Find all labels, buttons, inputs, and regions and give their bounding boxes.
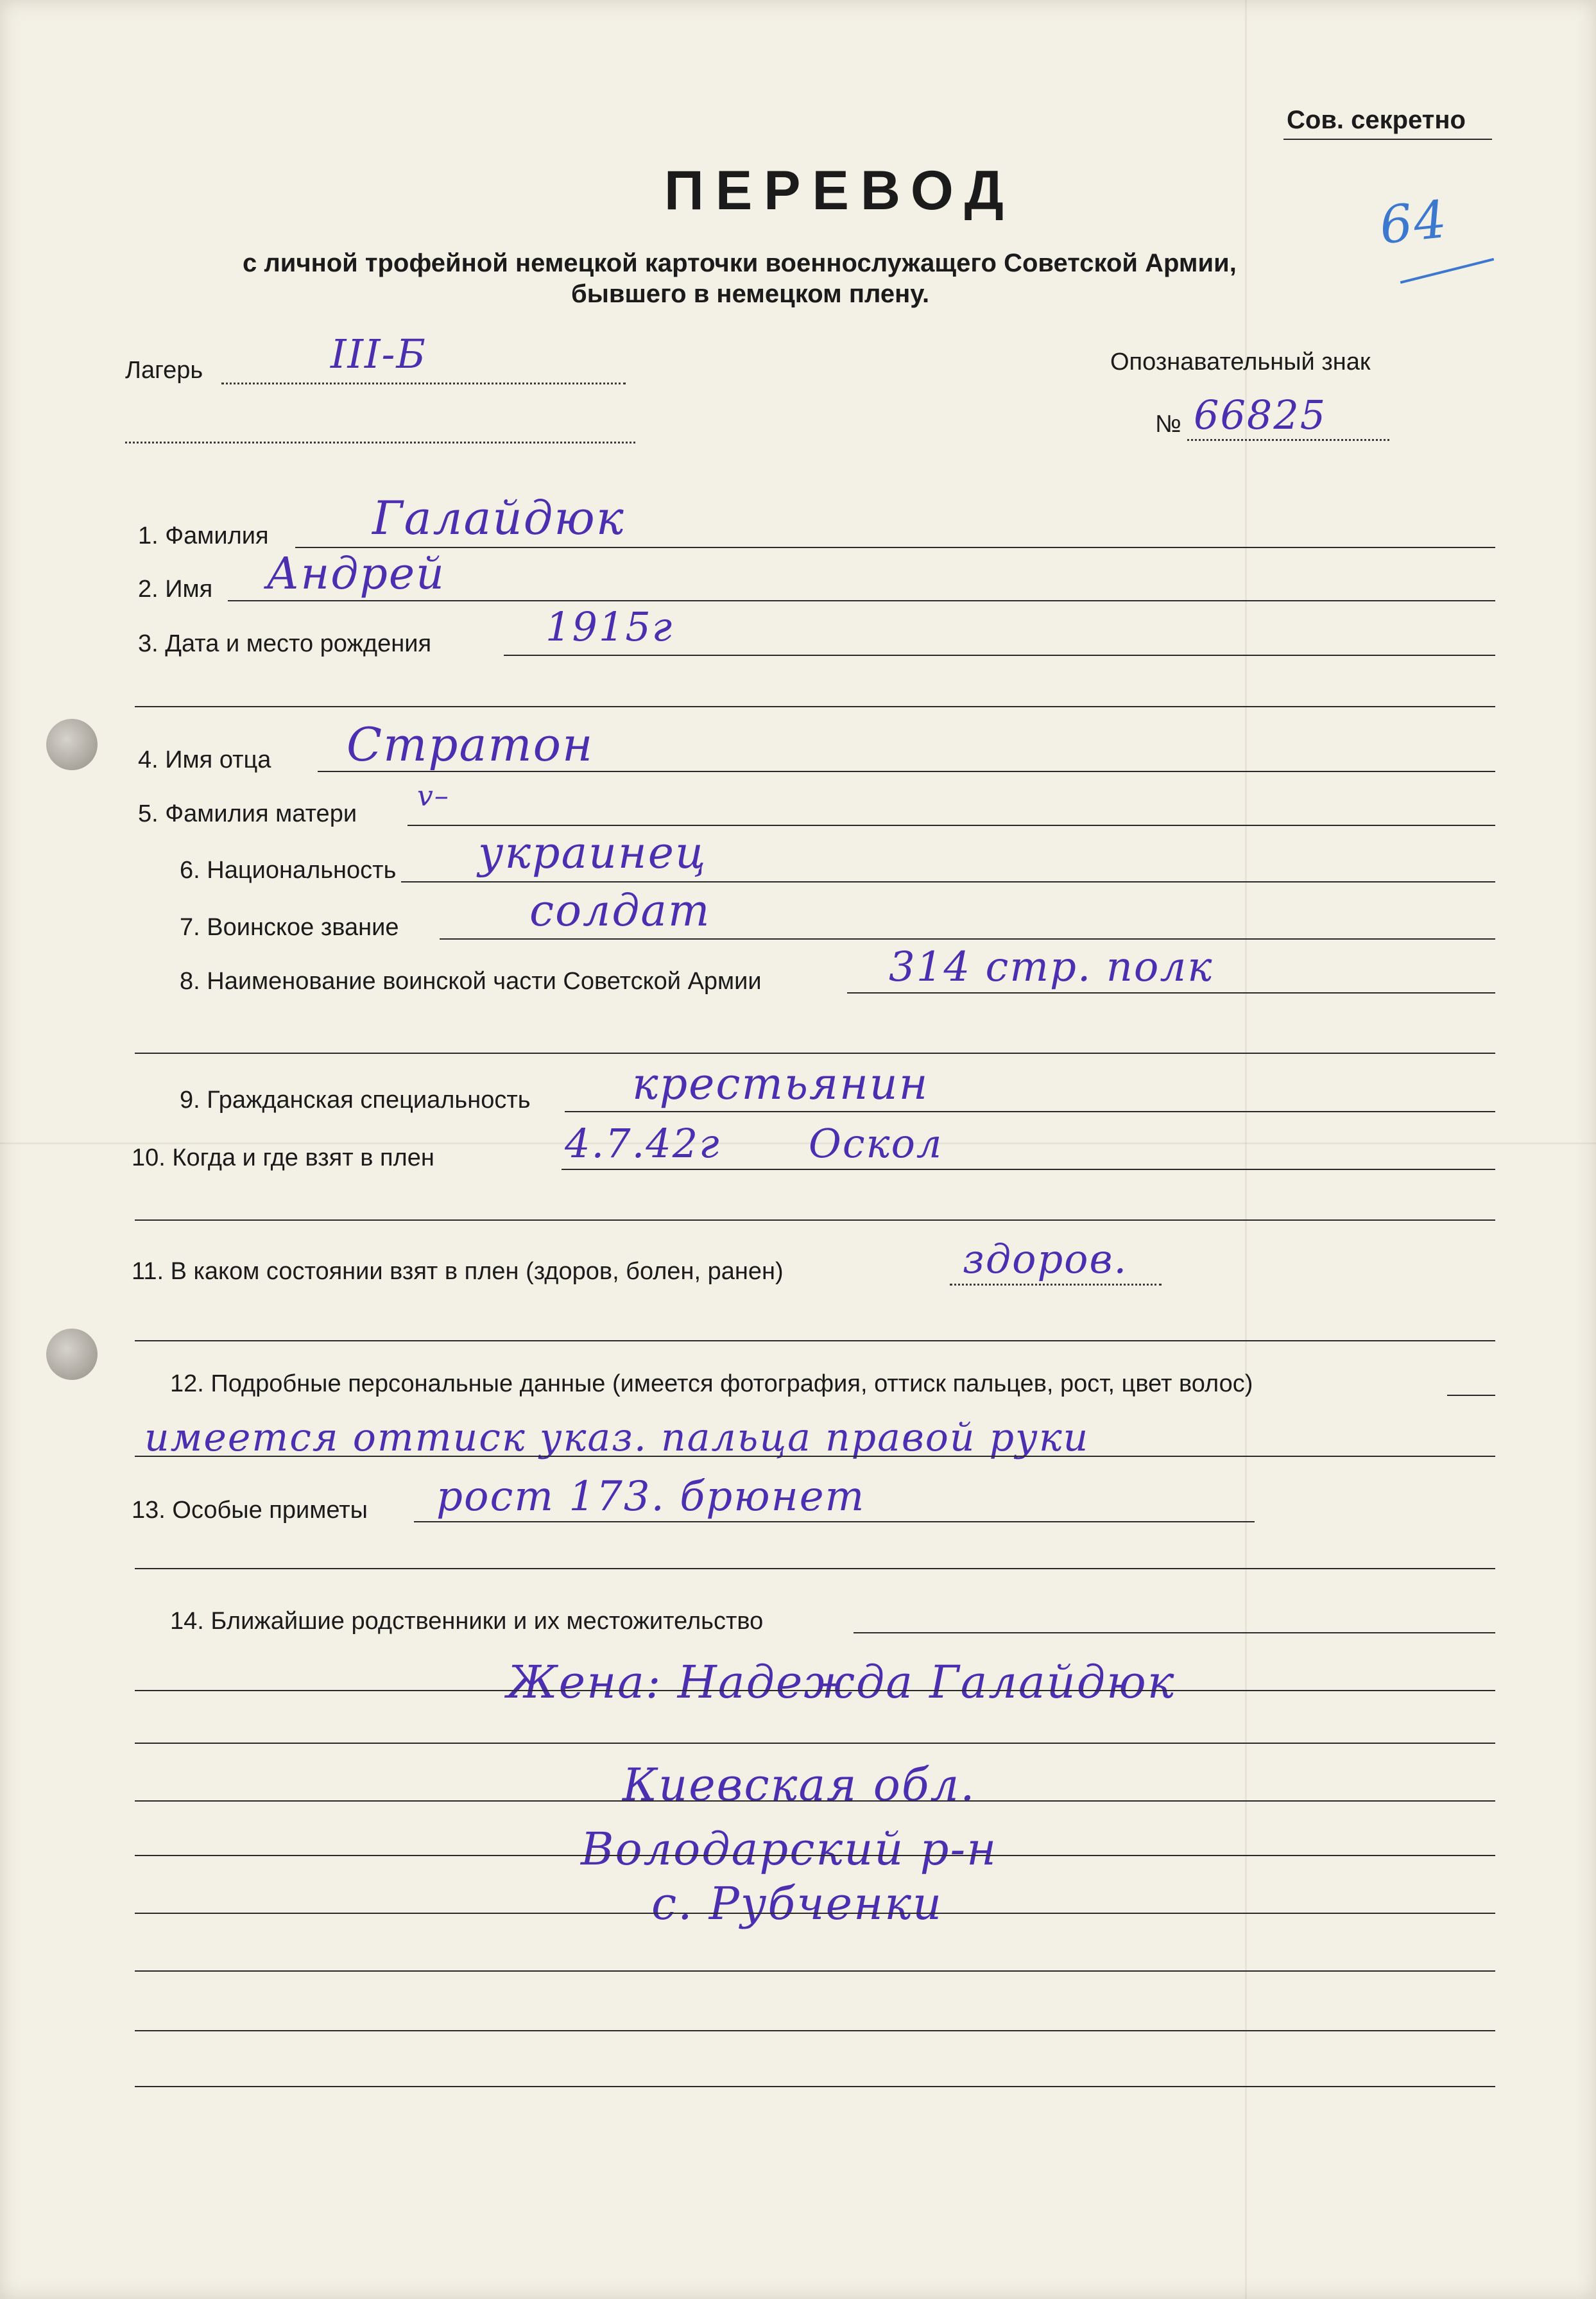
field-address-line-1: Киевская обл. — [622, 1759, 976, 1811]
field-condition-value: здоров. — [963, 1236, 1128, 1282]
field-relatives-line-8 — [135, 2030, 1495, 2031]
field-rank-value: солдат — [529, 886, 711, 936]
classification-stamp: Сов. секретно — [1287, 106, 1466, 134]
punch-hole-top — [46, 719, 98, 770]
field-birth-value: 1915г — [545, 603, 674, 650]
camp-line-2 — [125, 442, 635, 443]
field-mother-value: v– — [417, 780, 450, 813]
tag-number-sign: № — [1155, 411, 1181, 438]
field-relatives-line-5 — [135, 1855, 1495, 1856]
field-surname-label: 1. Фамилия — [138, 522, 269, 549]
tag-value: 66825 — [1194, 392, 1327, 438]
field-personal-label: 12. Подробные персональные данные (имеется фотография, оттиск пальцев, рост, цвет волос) — [170, 1370, 1253, 1397]
field-mother-line — [408, 825, 1495, 826]
field-mother-label: 5. Фамилия матери — [138, 800, 357, 827]
field-features-line-2 — [135, 1568, 1495, 1569]
field-unit-line-2 — [135, 1053, 1495, 1054]
field-civil-line — [565, 1111, 1495, 1112]
field-father-label: 4. Имя отца — [138, 746, 271, 773]
field-rank-line — [440, 938, 1495, 940]
field-features-label: 13. Особые приметы — [132, 1497, 368, 1524]
field-birth-label: 3. Дата и место рождения — [138, 630, 432, 657]
classification-underline — [1283, 139, 1492, 140]
field-unit-line — [847, 992, 1495, 994]
field-relatives-line — [854, 1632, 1495, 1633]
field-features-value: рост 173. брюнет — [436, 1473, 866, 1520]
field-name-line — [228, 600, 1495, 601]
field-relatives-line-2 — [135, 1690, 1495, 1691]
camp-line — [221, 383, 626, 384]
field-nationality-line — [401, 881, 1495, 883]
punch-hole-bottom — [46, 1329, 98, 1380]
field-birth-line — [504, 655, 1495, 656]
field-address-line-3: с. Рубченки — [651, 1877, 943, 1930]
field-surname-value: Галайдюк — [372, 491, 625, 545]
field-relatives-line-3 — [135, 1743, 1495, 1744]
field-rank-label: 7. Воинское звание — [180, 914, 399, 941]
subtitle-line-1: с личной трофейной немецкой карточки военнослужащего Советской Армии, — [243, 249, 1237, 277]
camp-label: Лагерь — [125, 357, 203, 384]
field-surname-line — [295, 547, 1495, 548]
document-title: ПЕРЕВОД — [664, 160, 1015, 221]
subtitle-line-2: бывшего в немецком плену. — [571, 280, 930, 308]
field-personal-line — [1447, 1395, 1495, 1396]
field-relatives-label: 14. Ближайшие родственники и их местожительство — [170, 1608, 764, 1635]
field-nationality-label: 6. Национальность — [180, 857, 397, 884]
field-relatives-line-6 — [135, 1913, 1495, 1914]
page-number-stroke — [1400, 258, 1495, 284]
fold-crease-vertical — [1245, 0, 1247, 2299]
field-features-line — [414, 1521, 1255, 1522]
field-condition-label: 11. В каком состоянии взят в плен (здоров, болен, ранен) — [132, 1258, 784, 1285]
field-name-label: 2. Имя — [138, 576, 213, 603]
field-relatives-line-9 — [135, 2086, 1495, 2087]
page-number-annotation: 64 — [1377, 189, 1451, 256]
field-father-value: Стратон — [347, 718, 594, 771]
field-name-value: Андрей — [266, 549, 445, 599]
field-condition-line — [950, 1284, 1162, 1286]
field-civil-label: 9. Гражданская специальность — [180, 1087, 531, 1114]
field-personal-line-2 — [135, 1456, 1495, 1457]
field-relatives-line-4 — [135, 1800, 1495, 1802]
field-relatives-line-7 — [135, 1970, 1495, 1972]
field-captured-line — [562, 1169, 1495, 1170]
field-captured-date-value: 4.7.42г — [565, 1120, 721, 1167]
tag-label: Опознавательный знак — [1110, 349, 1371, 375]
field-condition-line-2 — [135, 1340, 1495, 1341]
camp-value: III-Б — [330, 331, 427, 377]
field-birth-line-2 — [135, 706, 1495, 707]
tag-line — [1187, 439, 1389, 441]
field-captured-line-2 — [135, 1219, 1495, 1221]
field-captured-place-value: Оскол — [809, 1120, 943, 1167]
field-captured-label: 10. Когда и где взят в плен — [132, 1144, 434, 1171]
field-personal-value: имеется оттиск указ. пальца правой руки — [144, 1415, 1090, 1460]
field-unit-label: 8. Наименование воинской части Советской Армии — [180, 968, 762, 995]
field-address-line-2: Володарский р-н — [581, 1823, 998, 1875]
field-unit-value: 314 стр. полк — [889, 943, 1214, 991]
field-civil-value: крестьянин — [632, 1059, 929, 1110]
field-nationality-value: украинец — [478, 828, 707, 879]
field-relatives-value: Жена: Надежда Галайдюк — [507, 1656, 1176, 1709]
